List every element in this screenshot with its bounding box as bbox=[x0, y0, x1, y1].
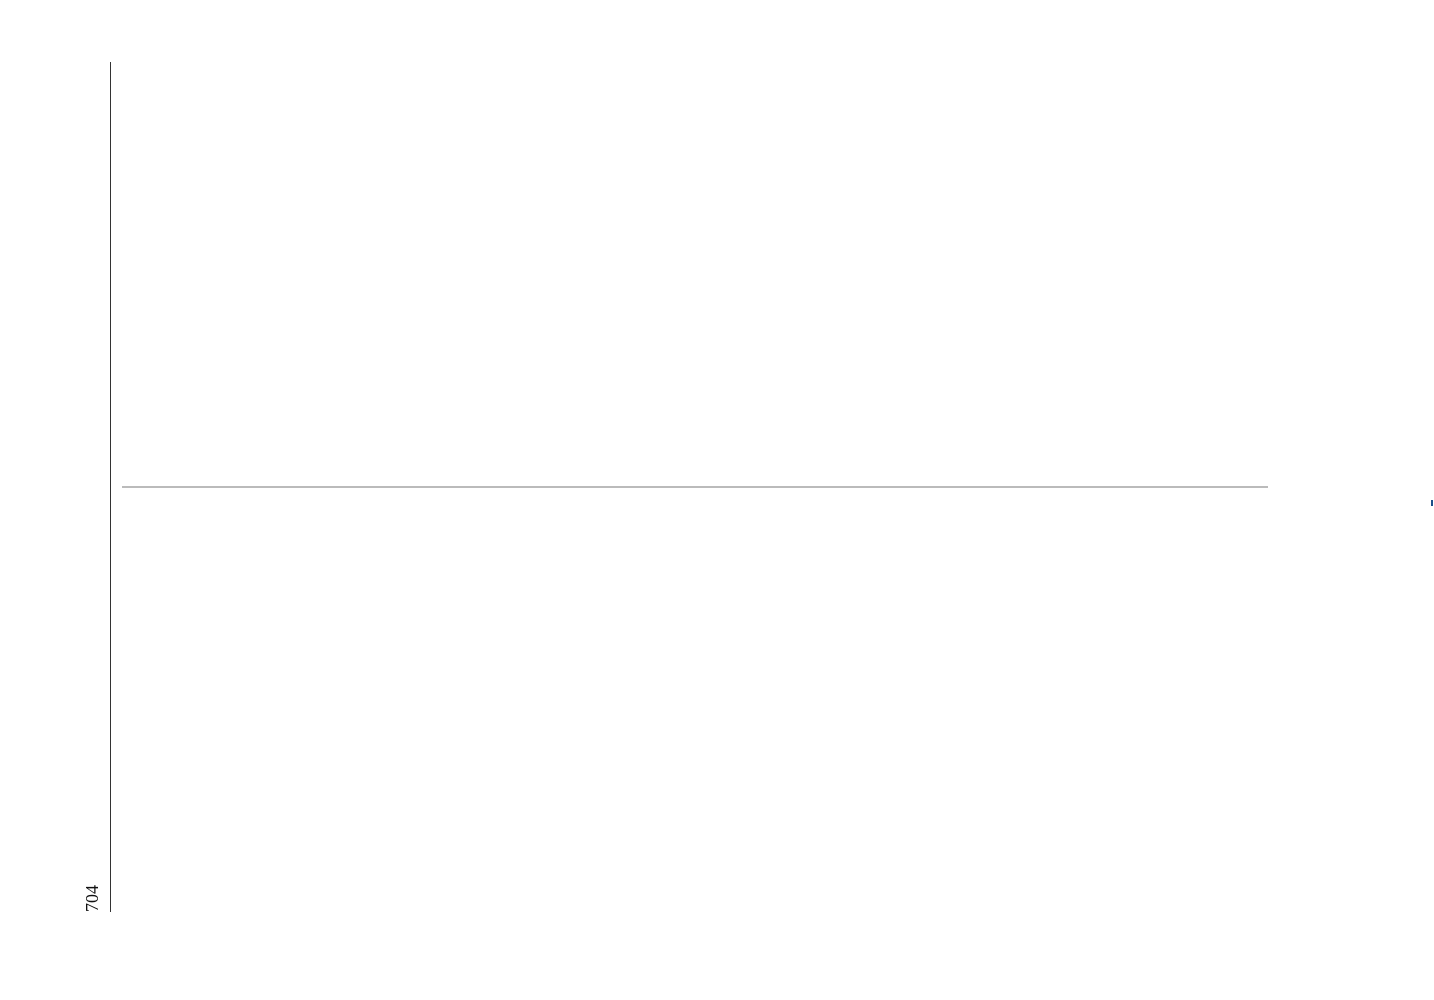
entry-line bbox=[294, 501, 310, 888]
entry-line bbox=[326, 501, 342, 888]
entry-line bbox=[409, 501, 422, 880]
side-note bbox=[1410, 0, 1434, 1000]
entry-line bbox=[511, 501, 527, 888]
entry-title bbox=[122, 62, 140, 473]
entry-line bbox=[540, 62, 556, 449]
entry-line bbox=[192, 62, 205, 441]
entry-line bbox=[371, 62, 384, 441]
entry-title bbox=[205, 501, 223, 912]
entry-line bbox=[505, 62, 518, 441]
entry-line bbox=[310, 501, 326, 888]
right-column bbox=[122, 62, 1268, 473]
entry-title bbox=[301, 62, 319, 473]
page-header bbox=[82, 62, 111, 912]
entry-line bbox=[256, 62, 272, 449]
entry-line bbox=[144, 62, 160, 449]
entry-line bbox=[323, 62, 339, 449]
entry-line bbox=[489, 62, 505, 449]
entry-line bbox=[556, 62, 572, 449]
entry-title bbox=[384, 62, 402, 473]
column-divider bbox=[122, 487, 1268, 488]
entry-line bbox=[192, 501, 205, 880]
entry-line bbox=[438, 62, 451, 441]
index-columns bbox=[122, 62, 1268, 912]
entry-line bbox=[355, 62, 371, 449]
entry-line bbox=[476, 501, 489, 880]
document-page bbox=[82, 38, 1292, 936]
left-column bbox=[122, 501, 1268, 912]
entry-title bbox=[451, 62, 469, 473]
entry-line bbox=[342, 501, 355, 880]
page-number: 704 bbox=[82, 885, 102, 912]
entry-line bbox=[160, 62, 176, 449]
entry-line bbox=[288, 62, 301, 441]
entry-line bbox=[259, 501, 272, 880]
entry-line bbox=[339, 62, 355, 449]
entry-line bbox=[240, 62, 256, 449]
entry-title bbox=[518, 62, 536, 473]
entry-title bbox=[489, 501, 507, 912]
entry-line bbox=[422, 62, 438, 449]
entry-line bbox=[473, 62, 489, 449]
entry-line bbox=[406, 62, 422, 449]
rotated-page-frame bbox=[82, 38, 1292, 936]
entry-line bbox=[460, 501, 476, 888]
dfg-badge bbox=[1431, 500, 1433, 506]
entry-line bbox=[144, 501, 160, 888]
entry-line bbox=[444, 501, 460, 888]
entry-line bbox=[176, 501, 192, 888]
entry-title bbox=[122, 501, 140, 912]
entry-line bbox=[393, 501, 409, 888]
entry-title bbox=[272, 501, 290, 912]
entry-line bbox=[160, 501, 176, 888]
entry-line bbox=[176, 62, 192, 449]
entry-line bbox=[527, 501, 543, 888]
entry-line bbox=[272, 62, 288, 449]
entry-line bbox=[243, 501, 259, 888]
entry-line bbox=[205, 62, 218, 441]
entry-line bbox=[227, 501, 243, 888]
entry-title bbox=[218, 62, 236, 473]
side-note-text bbox=[1425, 500, 1434, 510]
entry-line bbox=[377, 501, 393, 888]
entry-title bbox=[355, 501, 373, 912]
entry-title bbox=[422, 501, 440, 912]
